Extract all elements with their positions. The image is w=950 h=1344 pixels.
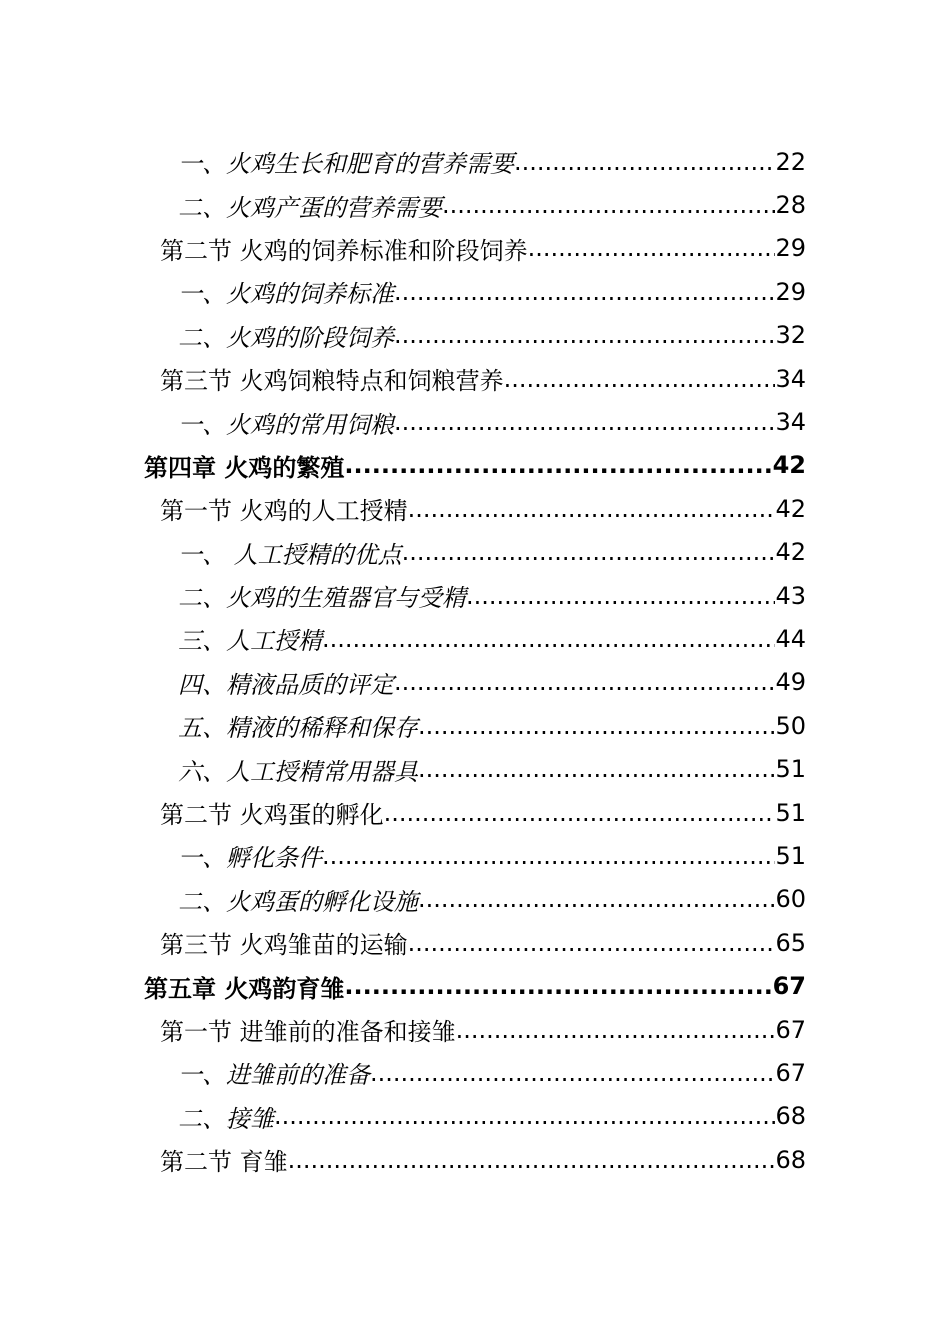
toc-page-number: 29 bbox=[775, 234, 806, 263]
dot-leader bbox=[528, 234, 776, 262]
toc-item-row[interactable] bbox=[0, 704, 950, 747]
dot-leader bbox=[408, 929, 776, 957]
toc-entry bbox=[178, 574, 806, 617]
toc-entry bbox=[144, 444, 806, 487]
toc-entry bbox=[178, 531, 806, 574]
dot-leader bbox=[344, 972, 772, 1000]
toc-entry bbox=[160, 1138, 806, 1181]
toc-section-row[interactable] bbox=[0, 1008, 950, 1051]
toc-title: 第二节 育雏 bbox=[160, 1148, 288, 1177]
toc-item-row[interactable] bbox=[0, 183, 950, 226]
dot-leader bbox=[514, 148, 775, 176]
toc-item-row[interactable] bbox=[0, 1051, 950, 1094]
dot-leader bbox=[418, 885, 775, 913]
toc-entry bbox=[160, 357, 806, 400]
dot-leader bbox=[402, 538, 776, 566]
toc-page-number: 22 bbox=[775, 147, 806, 176]
dot-leader bbox=[370, 1059, 775, 1087]
dot-leader bbox=[456, 1016, 776, 1044]
dot-leader bbox=[344, 451, 772, 479]
toc-item-row[interactable] bbox=[0, 140, 950, 183]
toc-page-number: 28 bbox=[775, 191, 806, 220]
toc-item-row[interactable] bbox=[0, 270, 950, 313]
toc-title: 第三节 火鸡饲粮特点和饲粮营养 bbox=[160, 367, 504, 396]
toc-title: 一、 人工授精的优点 bbox=[178, 540, 402, 569]
toc-page-number: 43 bbox=[775, 581, 806, 610]
toc-title: 一、火鸡的饲养标准 bbox=[178, 280, 394, 309]
dot-leader bbox=[394, 408, 775, 436]
dot-leader bbox=[384, 799, 776, 827]
toc-page-number: 51 bbox=[775, 798, 806, 827]
toc-entry bbox=[178, 270, 806, 313]
toc-page-number: 51 bbox=[775, 755, 806, 784]
dot-leader bbox=[418, 712, 775, 740]
dot-leader bbox=[394, 668, 775, 696]
toc-title: 第一节 火鸡的人工授精 bbox=[160, 497, 408, 526]
toc-section-row[interactable] bbox=[0, 357, 950, 400]
toc-entry bbox=[178, 183, 806, 226]
toc-chapter-row[interactable] bbox=[0, 444, 950, 487]
dot-leader bbox=[442, 191, 775, 219]
toc-title: 一、火鸡生长和肥育的营养需要 bbox=[178, 150, 514, 179]
dot-leader bbox=[466, 582, 775, 610]
dot-leader bbox=[408, 495, 776, 523]
toc-page-number: 32 bbox=[775, 321, 806, 350]
dot-leader bbox=[274, 1102, 775, 1130]
toc-item-row[interactable] bbox=[0, 531, 950, 574]
toc-page-number: 34 bbox=[775, 408, 806, 437]
dot-leader bbox=[322, 625, 775, 653]
toc-page-number: 42 bbox=[775, 538, 806, 567]
toc-entry bbox=[160, 791, 806, 834]
toc-entry bbox=[178, 747, 806, 790]
toc-section-row[interactable] bbox=[0, 227, 950, 270]
dot-leader bbox=[418, 755, 775, 783]
toc-entry bbox=[160, 487, 806, 530]
toc-title: 第二节 火鸡的饲养标准和阶段饲养 bbox=[160, 236, 528, 265]
toc-entry bbox=[178, 617, 806, 660]
toc-entry bbox=[178, 834, 806, 877]
toc-item-row[interactable] bbox=[0, 878, 950, 921]
toc-entry bbox=[178, 1095, 806, 1138]
toc-title: 五、精液的稀释和保存 bbox=[178, 714, 418, 743]
toc-title: 第四章 火鸡的繁殖 bbox=[144, 453, 345, 482]
dot-leader bbox=[288, 1146, 776, 1174]
toc-entry bbox=[178, 661, 806, 704]
toc-item-row[interactable] bbox=[0, 747, 950, 790]
toc-entry bbox=[178, 314, 806, 357]
toc-page-number: 67 bbox=[775, 1015, 806, 1044]
toc-page-number: 29 bbox=[775, 277, 806, 306]
toc-title: 六、人工授精常用器具 bbox=[178, 757, 418, 786]
toc-item-row[interactable] bbox=[0, 574, 950, 617]
toc-entry bbox=[144, 964, 806, 1007]
toc-title: 二、火鸡产蛋的营养需要 bbox=[178, 193, 442, 222]
toc-title: 一、进雏前的准备 bbox=[178, 1061, 370, 1090]
toc-section-row[interactable] bbox=[0, 791, 950, 834]
toc-title: 二、火鸡蛋的孵化设施 bbox=[178, 887, 418, 916]
toc-entry bbox=[178, 400, 806, 443]
toc-title: 第五章 火鸡韵育雏 bbox=[144, 974, 345, 1003]
toc-entry bbox=[178, 1051, 806, 1094]
toc-item-row[interactable] bbox=[0, 661, 950, 704]
dot-leader bbox=[504, 365, 776, 393]
dot-leader bbox=[394, 321, 775, 349]
toc-entry bbox=[178, 878, 806, 921]
toc-title: 一、火鸡的常用饲粮 bbox=[178, 410, 394, 439]
toc-item-row[interactable] bbox=[0, 314, 950, 357]
table-of-contents bbox=[0, 140, 950, 1181]
toc-page-number: 49 bbox=[775, 668, 806, 697]
toc-entry bbox=[160, 227, 806, 270]
toc-page-number: 34 bbox=[775, 364, 806, 393]
toc-page-number: 60 bbox=[775, 885, 806, 914]
toc-entry bbox=[160, 921, 806, 964]
toc-page-number: 42 bbox=[775, 494, 806, 523]
toc-page-number: 50 bbox=[775, 711, 806, 740]
toc-title: 二、火鸡的阶段饲养 bbox=[178, 323, 394, 352]
toc-item-row[interactable] bbox=[0, 400, 950, 443]
toc-page-number: 67 bbox=[775, 1058, 806, 1087]
toc-item-row[interactable] bbox=[0, 617, 950, 660]
toc-section-row[interactable] bbox=[0, 1138, 950, 1181]
toc-entry bbox=[178, 140, 806, 183]
toc-title: 第一节 进雏前的准备和接雏 bbox=[160, 1018, 456, 1046]
toc-title: 二、接雏 bbox=[178, 1104, 274, 1133]
toc-entry bbox=[160, 1008, 806, 1051]
toc-page-number: 68 bbox=[775, 1102, 806, 1131]
dot-leader bbox=[394, 278, 775, 306]
toc-item-row[interactable] bbox=[0, 834, 950, 877]
toc-title: 一、孵化条件 bbox=[178, 844, 322, 873]
toc-page-number: 51 bbox=[775, 841, 806, 870]
toc-section-row[interactable] bbox=[0, 921, 950, 964]
toc-title: 第二节 火鸡蛋的孵化 bbox=[160, 801, 384, 830]
toc-chapter-row[interactable] bbox=[0, 964, 950, 1007]
toc-title: 二、火鸡的生殖器官与受精 bbox=[178, 584, 466, 613]
dot-leader bbox=[322, 842, 775, 870]
toc-page-number: 68 bbox=[775, 1145, 806, 1174]
toc-page-number: 67 bbox=[772, 972, 806, 1001]
toc-title: 第三节 火鸡雏苗的运输 bbox=[160, 931, 408, 960]
toc-section-row[interactable] bbox=[0, 487, 950, 530]
toc-title: 四、精液品质的评定 bbox=[178, 670, 394, 699]
toc-page-number: 42 bbox=[772, 451, 806, 480]
toc-page-number: 44 bbox=[775, 624, 806, 653]
toc-title: 三、人工授精 bbox=[178, 627, 322, 656]
toc-item-row[interactable] bbox=[0, 1095, 950, 1138]
toc-entry bbox=[178, 704, 806, 747]
toc-page-number: 65 bbox=[775, 928, 806, 957]
